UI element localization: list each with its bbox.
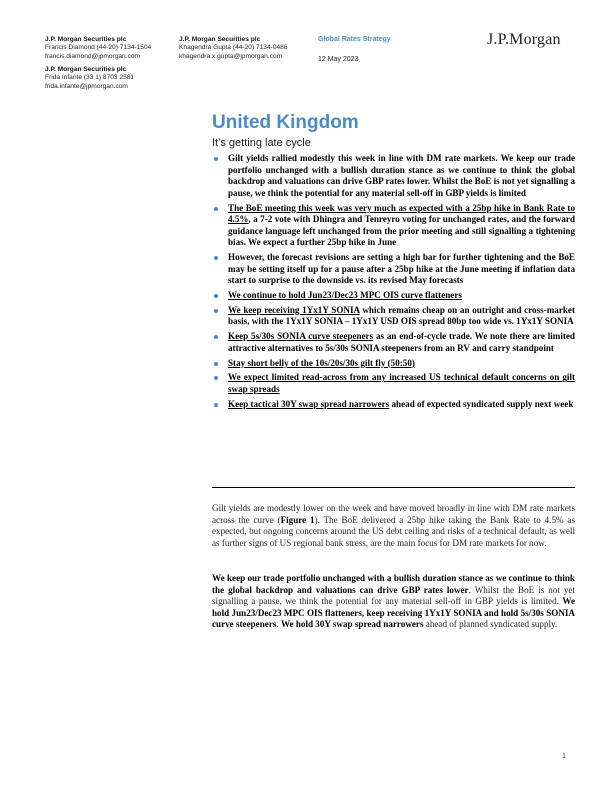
contact-email[interactable]: francis.diamond@jpmorgan.com: [45, 52, 141, 60]
bullet-item: We continue to hold Jun23/Dec23 MPC OIS curve flatteners: [212, 290, 575, 302]
bullet-dot-icon: [214, 256, 218, 260]
contact-firm: J.P. Morgan Securities plc: [45, 66, 127, 73]
bullet-item: Stay short belly of the 10s/20s/30s gilt fly (50:50): [212, 358, 575, 370]
body-paragraph-market-review: Gilt yields are modestly lower on the week and have moved broadly in line with DM rate markets across the curve (Figure 1). The BoE delivered a 25bp hike taking the Bank Rate to 4.5% as expected, but ongoing concerns around the US debt ceiling and risks of a technical default, as well as further signs of US regional bank stress, are the main focus for DM rate markets for now.: [212, 503, 575, 548]
jpmorgan-logo: J.P.Morgan: [487, 31, 561, 48]
contact-firm: J.P. Morgan Securities plc: [45, 36, 127, 43]
bullet-item: However, the forecast revisions are setting a high bar for further tightening and the BoE may be setting itself up for a pause after a 25bp hike at the June meeting if inflation data start to surprise to the downside vs. its revised May forecasts: [212, 252, 575, 287]
report-date: 12 May 2023: [318, 56, 359, 63]
contact-email[interactable]: frida.infante@jpmorgan.com: [45, 82, 128, 90]
contact-email[interactable]: khagendra.x.gupta@jpmorgan.com: [179, 52, 283, 60]
contact-block-francis-diamond: [45, 36, 151, 61]
contact-name-phone: Khagendra Gupta (44-20) 7134-0486: [179, 44, 288, 52]
figure-reference[interactable]: Figure 1: [280, 514, 315, 525]
bullet-dot-icon: [214, 309, 218, 313]
section-title: United Kingdom: [212, 112, 359, 133]
contact-block-khagendra-gupta: [179, 36, 288, 61]
key-points-list: [212, 153, 575, 414]
contact-name-phone: Frida Infante (33 1) 8703 2581: [45, 74, 135, 82]
bullet-dot-icon: [214, 335, 218, 339]
bullet-dot-icon: [214, 157, 218, 161]
bullet-item: Keep 5s/30s SONIA curve steepeners as an end-of-cycle trade. We note there are limited attractive alternatives to 5s/30s SONIA steepeners from an RV and carry standpoint: [212, 331, 575, 354]
section-subtitle: It’s getting late cycle: [212, 137, 311, 149]
bullet-dot-icon: [214, 376, 218, 380]
report-series-label: Global Rates Strategy: [318, 36, 391, 43]
bullet-dot-icon: [214, 403, 218, 407]
contact-name-phone: Francis Diamond (44-20) 7134-1504: [45, 44, 152, 52]
bullet-dot-icon: [214, 207, 218, 211]
bullet-item: Keep tactical 30Y swap spread narrowers ahead of expected syndicated supply next week: [212, 399, 575, 411]
bullet-item: Gilt yields rallied modestly this week in line with DM rate markets. We keep our trade portfolio unchanged with a bullish duration stance as we continue to think the global backdrop and valuations can drive GBP rates lower. Whilst the BoE is not yet signalling a pause, we think the potential for any material sell-off in GBP yields is limited: [212, 153, 575, 199]
bullet-item: We expect limited read-across from any increased US technical default concerns on gilt swap spreads: [212, 372, 575, 395]
bullet-item: We keep receiving 1Yx1Y SONIA which remains cheap on an outright and cross-market basis, with the 1Yx1Y SONIA – 1Yx1Y USD OIS spread 80bp too wide vs. 1Yx1Y SONIA: [212, 305, 575, 328]
section-divider: [212, 487, 575, 488]
contact-block-frida-infante: [45, 66, 134, 91]
bullet-item: The BoE meeting this week was very much as expected with a 25bp hike in Bank Rate to 4.5%, a 7-2 vote with Dhingra and Tenreyro voting for unchanged rates, and the forward guidance language left unchanged from the prior meeting and still signalling a tightening bias. We expect a further 25bp hike in June: [212, 203, 575, 249]
page-number: 1: [562, 753, 566, 760]
body-paragraph-trade-portfolio: We keep our trade portfolio unchanged with a bullish duration stance as we continue to think the global backdrop and valuations can drive GBP rates lower. Whilst the BoE is not yet signalling a pause, we think the potential for any material sell-off in GBP yields is limited. We hold Jun23/Dec23 MPC OIS flatteners, keep receiving 1Yx1Y SONIA and hold 5s/30s SONIA curve steepeners. We hold 30Y swap spread narrowers ahead of planned syndicated supply.: [212, 573, 575, 630]
contact-firm: J.P. Morgan Securities plc: [179, 36, 261, 43]
bullet-dot-icon: [214, 362, 218, 366]
bullet-dot-icon: [214, 294, 218, 298]
